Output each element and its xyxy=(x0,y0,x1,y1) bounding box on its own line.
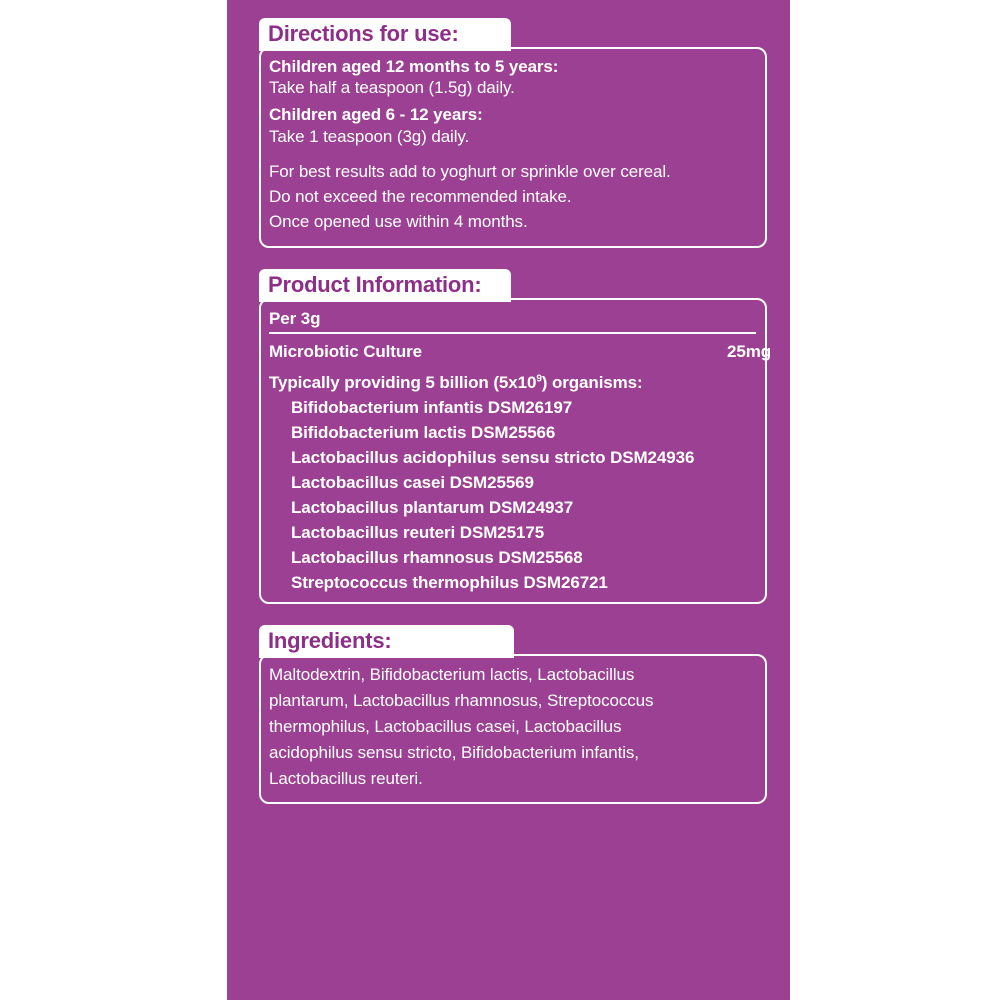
ingredients-line: plantarum, Lactobacillus rhamnosus, Streptococcus xyxy=(269,691,654,710)
directions-group2-text: Take 1 teaspoon (3g) daily. xyxy=(269,127,470,146)
ingredients-line: Maltodextrin, Bifidobacterium lactis, Lactobacillus xyxy=(269,665,635,684)
directions-group1-text: Take half a teaspoon (1.5g) daily. xyxy=(269,78,515,97)
directions-note: For best results add to yoghurt or sprinkle over cereal. xyxy=(269,162,671,181)
directions-note: Do not exceed the recommended intake. xyxy=(269,187,572,206)
strain-item: Streptococcus thermophilus DSM26721 xyxy=(291,573,608,592)
strain-item: Bifidobacterium infantis DSM26197 xyxy=(291,398,573,417)
culture-amount: 25mg xyxy=(727,342,772,361)
ingredients-line: acidophilus sensu stricto, Bifidobacterium infantis, xyxy=(269,743,639,762)
strain-item: Bifidobacterium lactis DSM25566 xyxy=(291,423,556,442)
strain-item: Lactobacillus plantarum DSM24937 xyxy=(291,498,574,517)
product-info-per: Per 3g xyxy=(269,309,321,328)
culture-row xyxy=(269,341,772,363)
ingredients-line: thermophilus, Lactobacillus casei, Lactobacillus xyxy=(269,717,622,736)
strain-item: Lactobacillus casei DSM25569 xyxy=(291,473,534,492)
strain-item: Lactobacillus reuteri DSM25175 xyxy=(291,523,545,542)
product-info-heading: Product Information: xyxy=(259,269,511,302)
strain-item: Lactobacillus rhamnosus DSM25568 xyxy=(291,548,583,567)
providing-prefix: Typically providing 5 billion (5x10 xyxy=(269,373,537,392)
providing-line xyxy=(269,372,643,394)
directions-group2-title: Children aged 6 - 12 years: xyxy=(269,105,483,124)
ingredients-line: Lactobacillus reuteri. xyxy=(269,769,423,788)
directions-heading: Directions for use: xyxy=(259,18,511,51)
label-panel xyxy=(227,0,790,1000)
culture-label: Microbiotic Culture xyxy=(269,342,422,361)
ingredients-heading: Ingredients: xyxy=(259,625,514,658)
providing-suffix: ) organisms: xyxy=(541,373,643,392)
directions-group1-title: Children aged 12 months to 5 years: xyxy=(269,57,559,76)
strain-item: Lactobacillus acidophilus sensu stricto DSM24936 xyxy=(291,448,695,467)
product-info-divider xyxy=(269,332,756,334)
providing-exponent: 9 xyxy=(536,373,542,385)
directions-note: Once opened use within 4 months. xyxy=(269,212,528,231)
